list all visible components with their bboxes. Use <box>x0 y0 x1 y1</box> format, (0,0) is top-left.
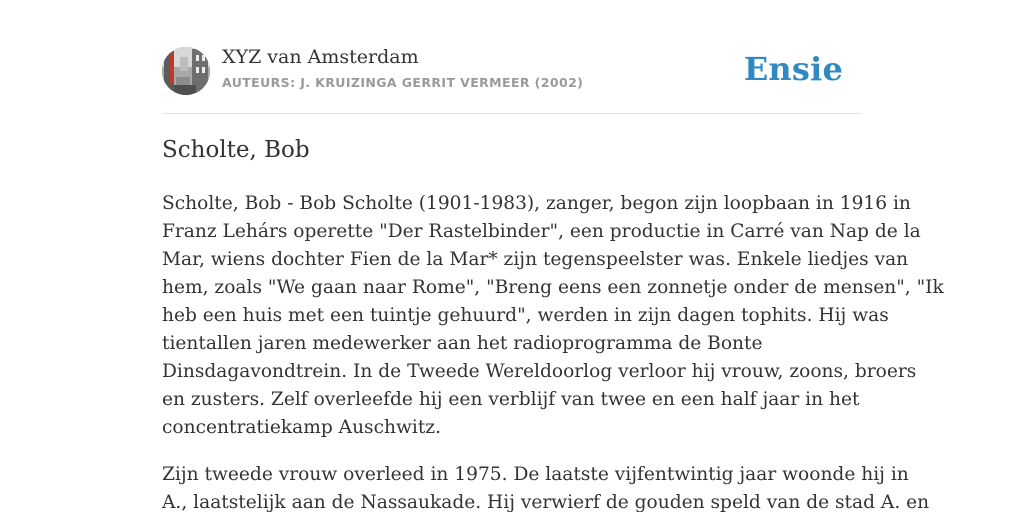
book-title[interactable]: XYZ van Amsterdam <box>222 46 419 68</box>
paragraph-line: heb een huis met een tuintje gehuurd", werden in zijn dagen tophits. Hij was <box>162 305 889 326</box>
paragraph-line: Zijn tweede vrouw overleed in 1975. De laatste vijfentwintig jaar woonde hij in <box>162 464 909 485</box>
book-cover-avatar[interactable] <box>162 47 210 95</box>
paragraph-line: A., laatstelijk aan de Nassaukade. Hij verwierf de gouden speld van de stad A. en <box>162 492 930 512</box>
paragraph-line: en zusters. Zelf overleefde hij een verblijf van twee en een half jaar in het <box>162 389 860 410</box>
ensie-logo[interactable]: Ensie <box>743 50 843 88</box>
book-header <box>162 0 862 114</box>
entry-paragraph-2 <box>162 461 930 512</box>
book-authors: AUTEURS: J. KRUIZINGA GERRIT VERMEER (2002) <box>222 75 584 90</box>
paragraph-line: Mar, wiens dochter Fien de la Mar* zijn tegenspeelster was. Enkele liedjes van <box>162 249 909 270</box>
paragraph-line: Scholte, Bob - Bob Scholte (1901-1983), zanger, begon zijn loopbaan in 1916 in <box>162 193 911 214</box>
entry-content <box>162 190 944 512</box>
entry-title: Scholte, Bob <box>162 137 310 163</box>
entry-paragraph-1 <box>162 190 944 442</box>
paragraph-line: concentratiekamp Auschwitz. <box>162 417 442 438</box>
paragraph-line: Dinsdagavondtrein. In de Tweede Wereldoorlog verloor hij vrouw, zoons, broers <box>162 361 917 382</box>
paragraph-line: Franz Lehárs operette "Der Rastelbinder", een productie in Carré van Nap de la <box>162 221 921 242</box>
page-container <box>162 0 944 512</box>
paragraph-line: tientallen jaren medewerker aan het radioprogramma de Bonte <box>162 333 763 354</box>
book-cover-icon <box>162 47 210 95</box>
paragraph-line: hem, zoals "We gaan naar Rome", "Breng eens een zonnetje onder de mensen", "Ik <box>162 277 944 298</box>
